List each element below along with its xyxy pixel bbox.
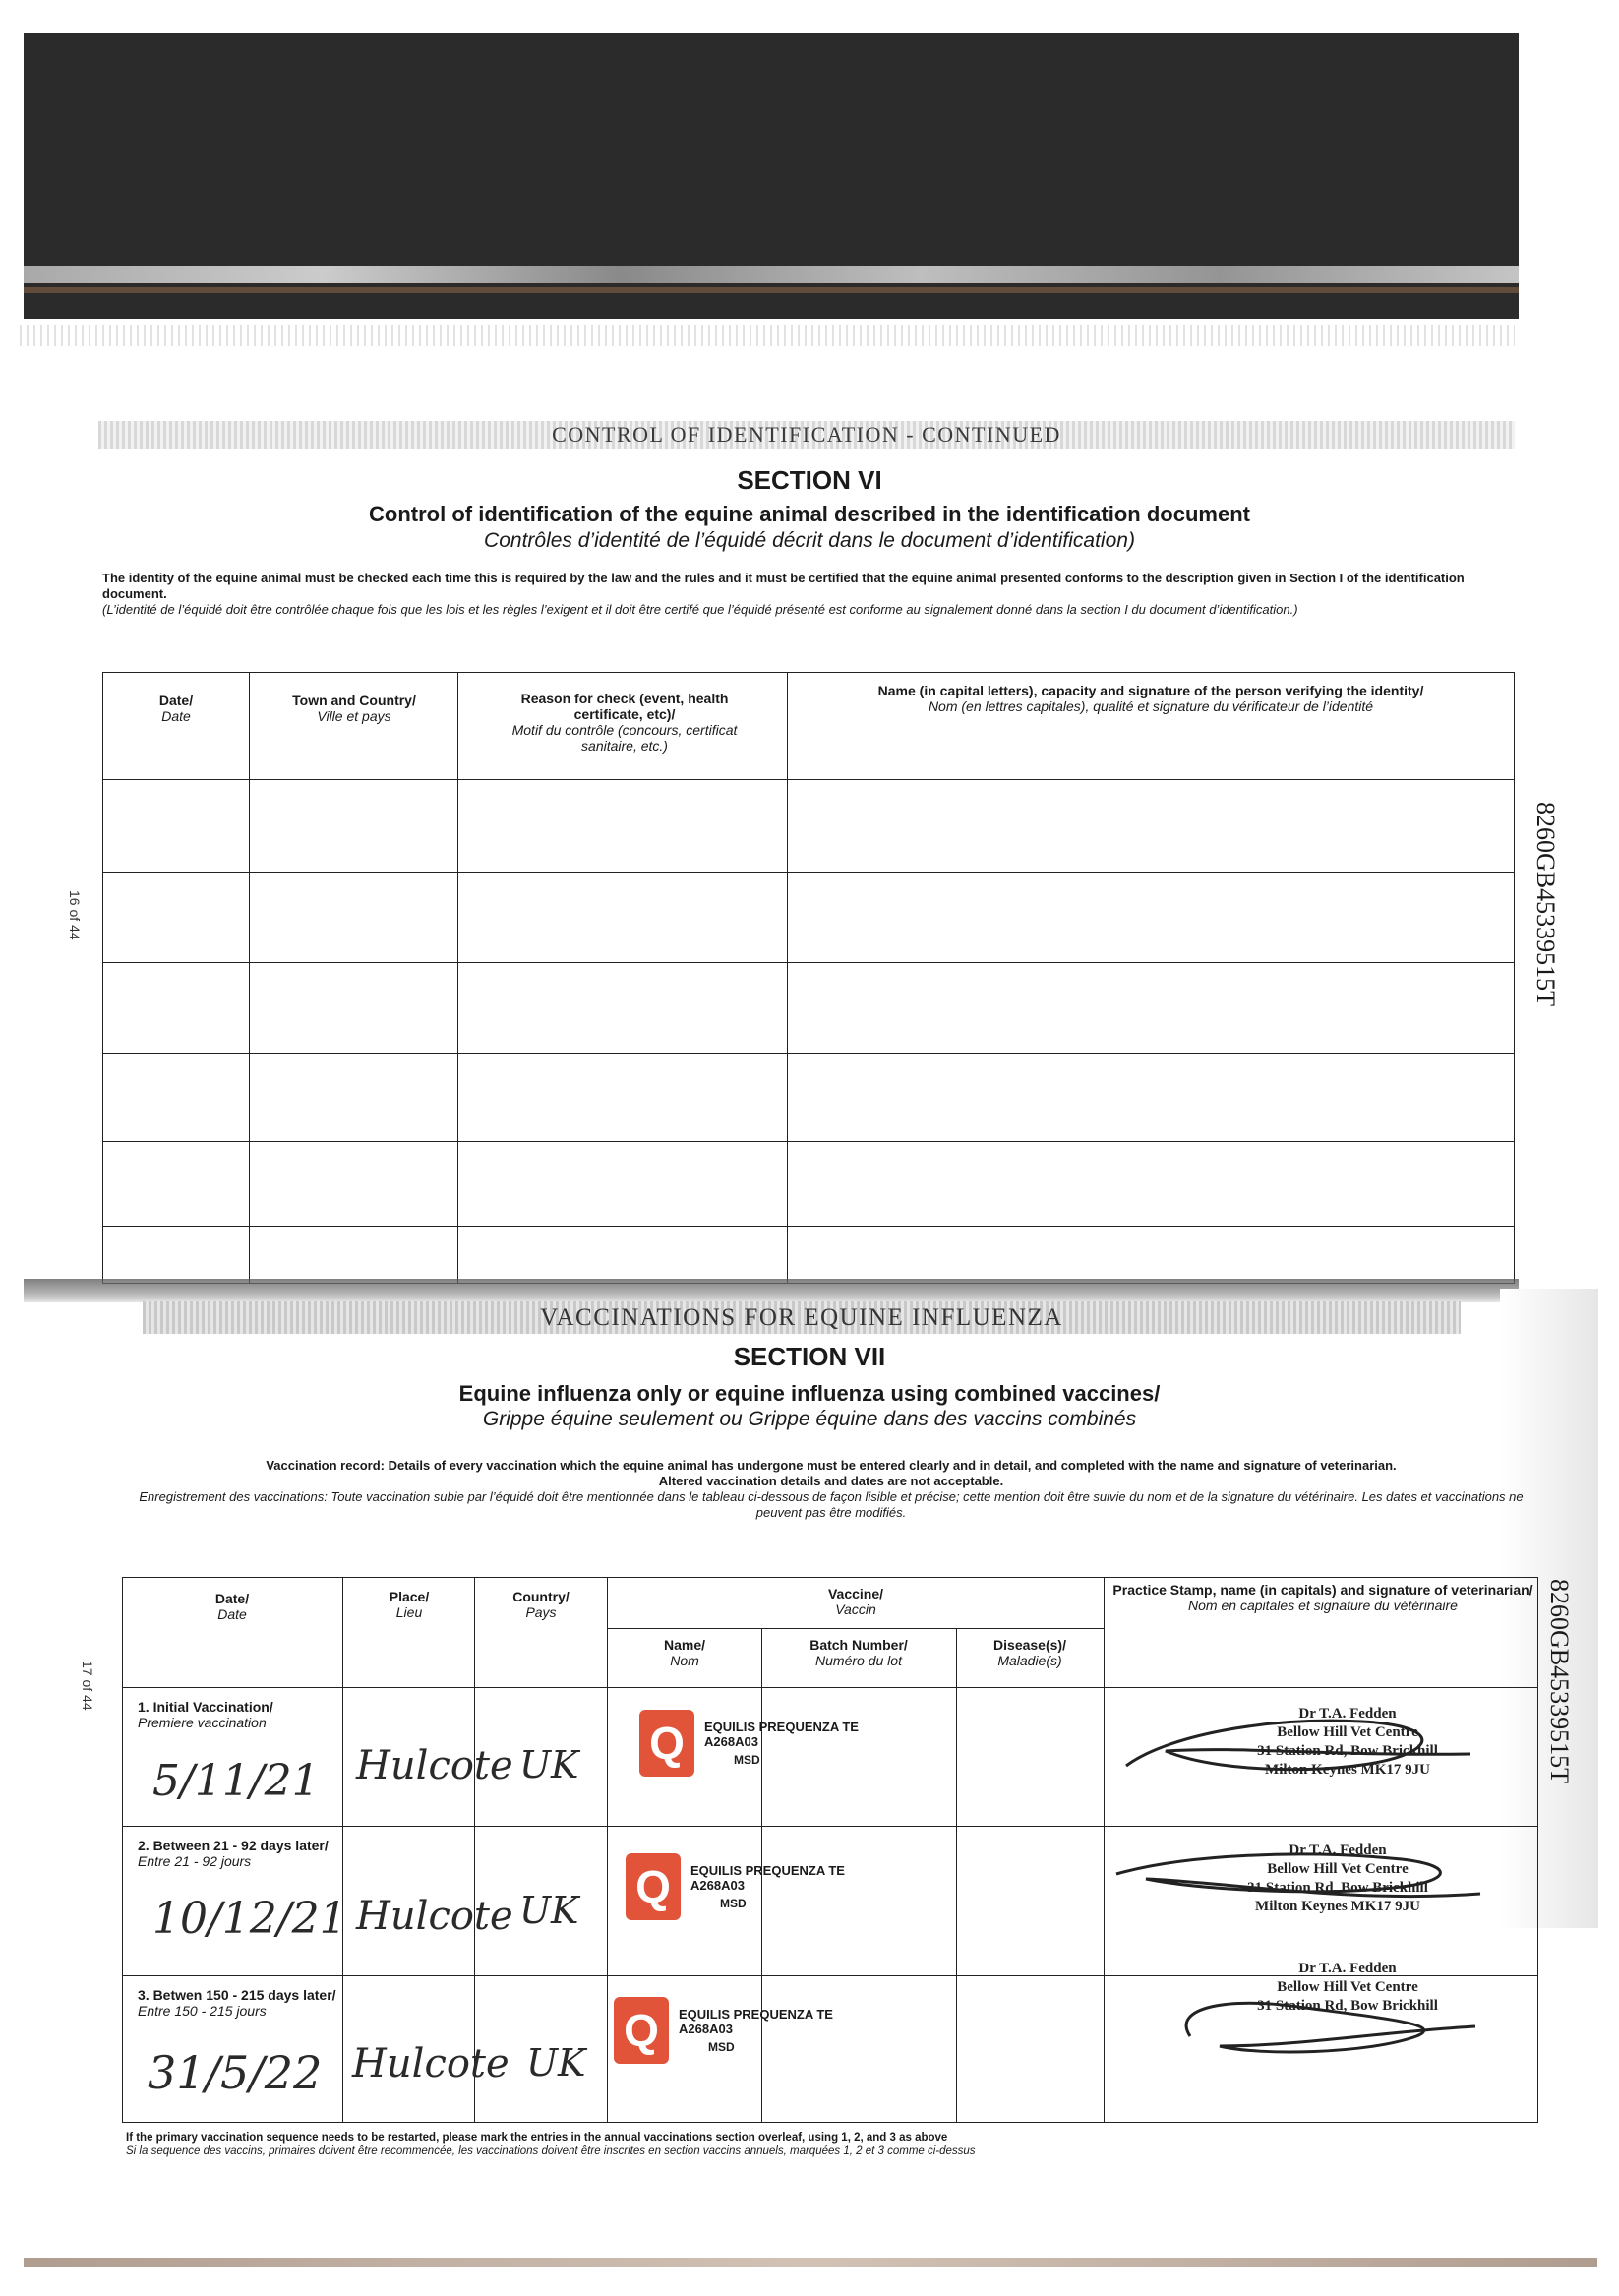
vcol-vaccine: Vaccine/ Vaccin — [827, 1586, 884, 1617]
vcol-country: Country/ Pays — [512, 1589, 570, 1620]
vcol-disease: Disease(s)/ Maladie(s) — [993, 1637, 1066, 1668]
msd-logo-icon: MSD — [734, 1753, 760, 1767]
row2-vaccine-label: Q EQUILIS PREQUENZA TE A268A03 MSD — [626, 1853, 845, 1920]
section6-heading-en: Control of identification of the equine animal described in the identification document — [369, 502, 1250, 526]
q-logo-icon: Q — [614, 1997, 669, 2064]
section6-heading-fr: Contrôles d’identité de l’équidé décrit dans le document d’identification) — [484, 529, 1135, 552]
col-town: Town and Country/ Ville et pays — [292, 693, 416, 724]
row3-country: UK — [526, 2041, 586, 2085]
section7-heading-en: Equine influenza only or equine influenza using combined vaccines/ — [458, 1381, 1161, 1406]
row2-date: 10/12/21 — [152, 1894, 347, 1944]
section7-heading-fr: Grippe équine seulement ou Grippe équine dans des vaccins combinés — [482, 1408, 1137, 1430]
row3-place: Hulcote — [352, 2041, 510, 2086]
page-edge-texture — [20, 325, 1515, 346]
col-date: Date/ Date — [158, 693, 194, 724]
q-logo-icon: Q — [639, 1710, 694, 1777]
row1-label: 1. Initial Vaccination/ Premiere vaccination — [138, 1699, 273, 1730]
col-reason: Reason for check (event, health certificate, etc)/ Motif du contrôle (concours, certificat sanitaire, etc.) — [511, 691, 738, 754]
section7-footnote-en: If the primary vaccination sequence needs to be restarted, please mark the entries in the annual vaccinations section overleaf, using 1, 2, and 3 as above — [126, 2132, 948, 2144]
control-banner: CONTROL OF IDENTIFICATION - CONTINUED — [98, 421, 1515, 449]
section7-note-en-1: Vaccination record: Details of every vaccination which the equine animal has undergone must be entered clearly and in detail, and completed with the name and signature of veterinarian. — [266, 1458, 1397, 1473]
row3-stamp: Dr T.A. Fedden Bellow Hill Vet Centre 31 Station Rd, Bow Brickhill — [1257, 1961, 1438, 2014]
page-number-16: 16 of 44 — [67, 890, 83, 940]
row2-place: Hulcote — [356, 1894, 513, 1939]
vcol-date: Date/ Date — [214, 1591, 250, 1622]
row2-label: 2. Between 21 - 92 days later/ Entre 21 - 92 jours — [138, 1838, 329, 1869]
vaccination-banner: VACCINATIONS FOR EQUINE INFLUENZA — [143, 1301, 1461, 1334]
row2-country: UK — [519, 1889, 579, 1932]
msd-logo-icon: MSD — [708, 2040, 735, 2054]
row3-signature — [1151, 1977, 1485, 2085]
col-verifier: Name (in capital letters), capacity and signature of the person verifying the identity/ Nom (en lettres capitales), qualité et signature du vérificateur de l’identité — [877, 683, 1424, 714]
section6-note-en: The identity of the equine animal must be checked each time this is required by the law and the rules and it must be certified that the equine animal presented conforms to the description given in Section I of the identification document. — [102, 571, 1465, 601]
vcol-name: Name/ Nom — [663, 1637, 706, 1668]
row2-signature — [1107, 1835, 1500, 1943]
section6-title: SECTION VI — [737, 465, 882, 495]
identity-check-table — [102, 672, 1515, 1284]
row3-vaccine-label: Q EQUILIS PREQUENZA TE A268A03 MSD — [614, 1997, 833, 2064]
page-number-17: 17 of 44 — [80, 1661, 95, 1711]
row2-stamp: Dr T.A. Fedden Bellow Hill Vet Centre 31 Station Rd, Bow Brickhill Milton Keynes MK17 9JU — [1247, 1843, 1428, 1914]
row1-signature — [1107, 1697, 1500, 1805]
row1-date: 5/11/21 — [152, 1756, 320, 1806]
row1-country: UK — [519, 1743, 579, 1786]
redacted-top-band — [24, 33, 1519, 319]
row3-label: 3. Betwen 150 - 215 days later/ Entre 150 - 215 jours — [138, 1987, 336, 2019]
row3-date: 31/5/22 — [148, 2046, 323, 2099]
row1-place: Hulcote — [356, 1743, 513, 1788]
section7-title: SECTION VII — [733, 1342, 886, 1371]
vcol-place: Place/ Lieu — [389, 1589, 430, 1620]
passport-id-bottom: 8260GB45339515T — [1545, 1579, 1574, 1783]
page-fold — [24, 1279, 1519, 1302]
section7-footnote-fr: Si la sequence des vaccins, primaires doivent être recommencée, les vaccinations doivent être inscrites en section vaccins annuels, marquées 1, 2 et 3 comme ci-dessus — [126, 2145, 976, 2157]
page-bottom-edge — [24, 2258, 1597, 2267]
vcol-stamp: Practice Stamp, name (in capitals) and signature of veterinarian/ Nom en capitales et signature du vétérinaire — [1112, 1582, 1533, 1613]
section6-note-fr: (L’identité de l’équidé doit être contrôlée chaque fois que les lois et les règles l’exigent et il doit être certifé que l’équidé présenté est conforme au signalement donné dans la section I du document d’identification.) — [102, 602, 1298, 617]
msd-logo-icon: MSD — [720, 1897, 747, 1910]
vcol-batch: Batch Number/ Numéro du lot — [810, 1637, 908, 1668]
row1-vaccine-label: Q EQUILIS PREQUENZA TE A268A03 MSD — [639, 1710, 859, 1777]
section7-note-en-2: Altered vaccination details and dates are not acceptable. — [658, 1474, 1004, 1488]
passport-id-top: 8260GB45339515T — [1531, 802, 1560, 1006]
section7-note-fr: Enregistrement des vaccinations: Toute vaccination subie par l’équidé doit être mentionnée dans le tableau ci-dessous de façon lisible et précise; cette mention doit être suivie du nom et de la signature du vétérinaire. Les dates et vaccinations ne peuvent pas être modifiés. — [139, 1489, 1524, 1520]
q-logo-icon: Q — [626, 1853, 681, 1920]
row1-stamp: Dr T.A. Fedden Bellow Hill Vet Centre 31 Station Rd, Bow Brickhill Milton Keynes MK17 9JU — [1257, 1706, 1438, 1778]
